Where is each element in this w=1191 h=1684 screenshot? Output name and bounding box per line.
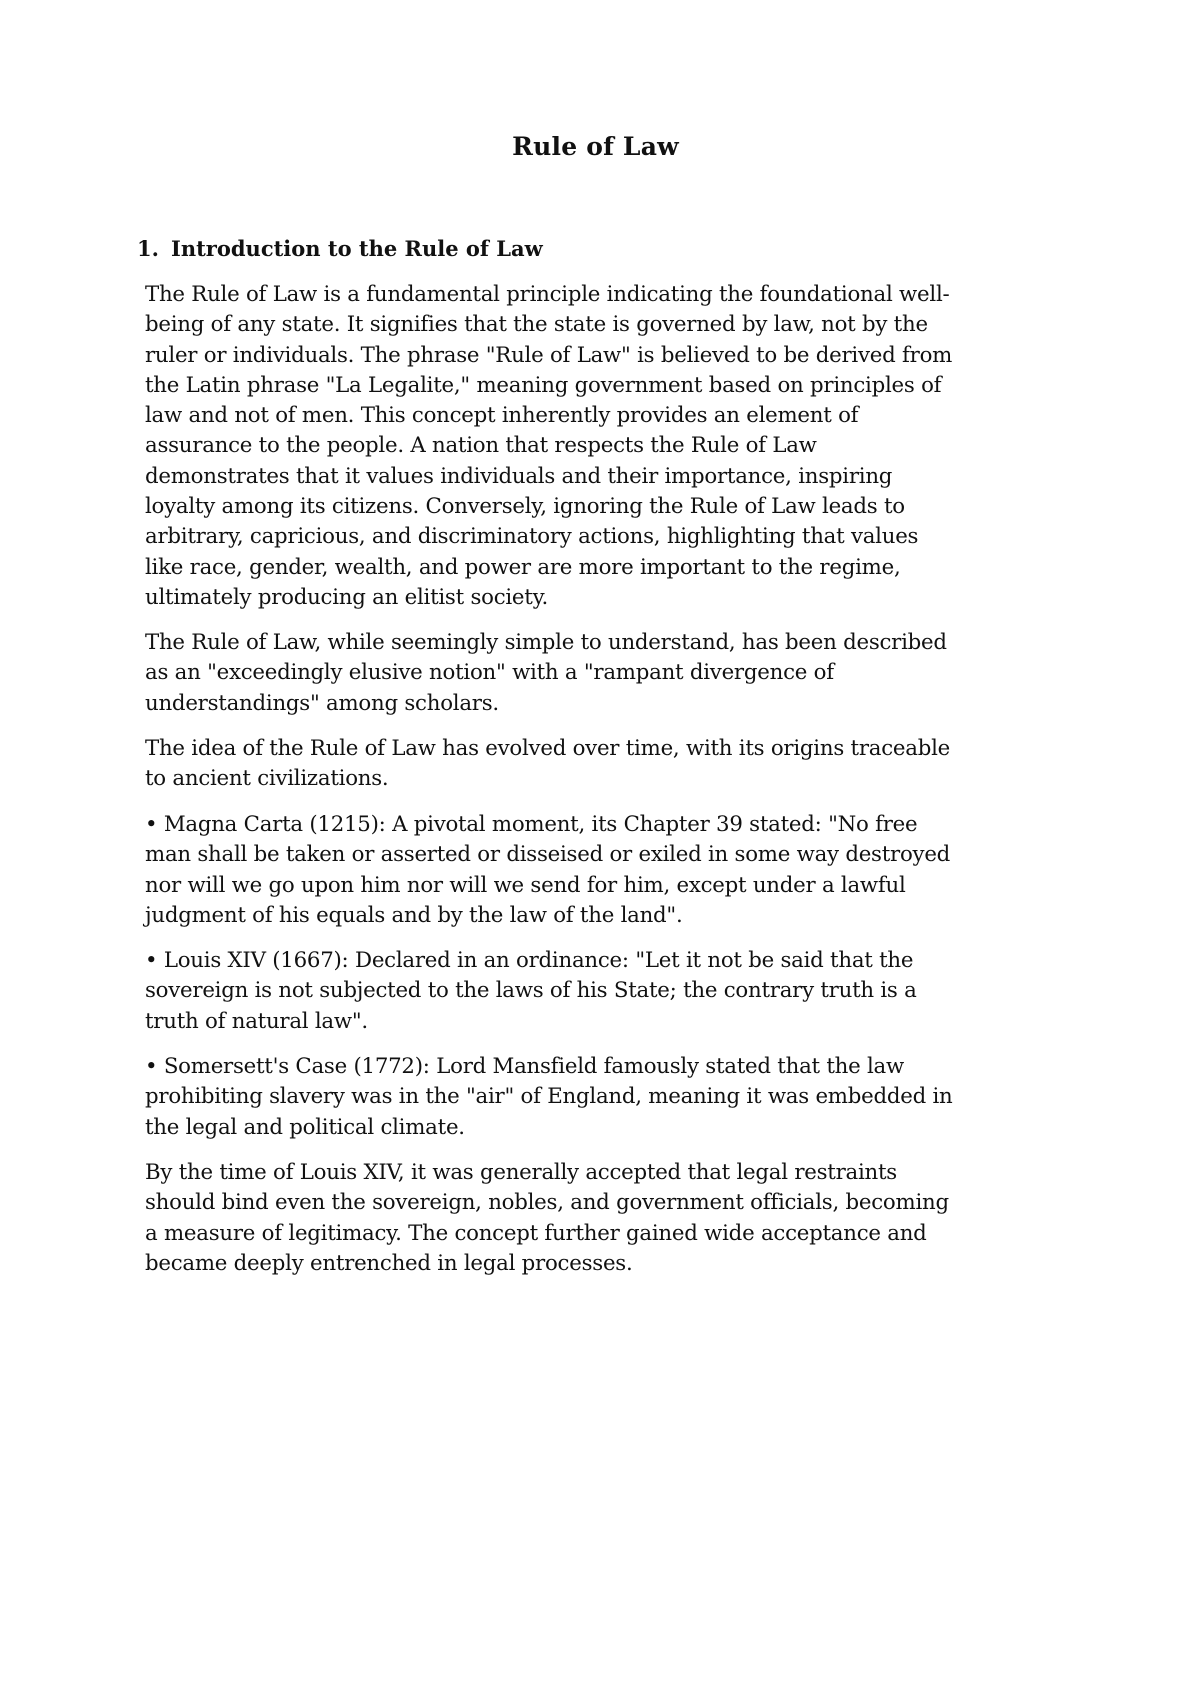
text-line: being of any state. It signifies that the state is governed by law, not by the (145, 312, 928, 338)
text-line: arbitrary, capricious, and discriminatory actions, highlighting that values (145, 524, 919, 550)
bullet-louis-xiv (145, 946, 1045, 1037)
text-line: nor will we go upon him nor will we send for him, except under a lawful (145, 872, 906, 898)
text-line: By the time of Louis XIV, it was generally accepted that legal restraints (145, 1160, 897, 1185)
bullet-magna-carta (145, 810, 1045, 931)
text-line: ultimately producing an elitist society. (145, 584, 549, 610)
section-heading-text: Introduction to the Rule of Law (171, 236, 543, 261)
text-line: demonstrates that it values individuals and their importance, inspiring (145, 463, 893, 489)
text-line: to ancient civilizations. (145, 766, 389, 792)
text-line: prohibiting slavery was in the "air" of England, meaning it was embedded in (145, 1084, 953, 1110)
section-heading (137, 236, 543, 261)
text-line: • Louis XIV (1667): Declared in an ordinance: "Let it not be said that the (145, 948, 914, 973)
text-line: truth of natural law". (145, 1008, 368, 1034)
text-line: law and not of men. This concept inherently provides an element of (145, 403, 859, 429)
text-line: the legal and political climate. (145, 1114, 465, 1140)
paragraph-legitimacy (145, 1158, 1045, 1279)
paragraph-elusive-notion (145, 628, 1045, 719)
text-line: should bind even the sovereign, nobles, and government officials, becoming (145, 1190, 949, 1216)
text-line: sovereign is not subjected to the laws of his State; the contrary truth is a (145, 978, 917, 1004)
paragraph-intro (145, 280, 1045, 613)
text-line: • Magna Carta (1215): A pivotal moment, its Chapter 39 stated: "No free (145, 812, 918, 837)
text-line: judgment of his equals and by the law of the land". (145, 902, 683, 928)
text-line: a measure of legitimacy. The concept further gained wide acceptance and (145, 1220, 927, 1246)
text-line: man shall be taken or asserted or disseised or exiled in some way destroyed (145, 842, 951, 868)
text-line: The idea of the Rule of Law has evolved over time, with its origins traceable (145, 736, 950, 761)
text-line: as an "exceedingly elusive notion" with a "rampant divergence of (145, 660, 834, 686)
text-line: understandings" among scholars. (145, 690, 499, 716)
text-line: • Somersett's Case (1772): Lord Mansfield famously stated that the law (145, 1054, 904, 1079)
text-line: ruler or individuals. The phrase "Rule of Law" is believed to be derived from (145, 342, 953, 368)
paragraph-evolution (145, 734, 1045, 795)
text-line: assurance to the people. A nation that respects the Rule of Law (145, 433, 817, 459)
text-line: The Rule of Law, while seemingly simple to understand, has been described (145, 630, 947, 655)
text-line: like race, gender, wealth, and power are more important to the regime, (145, 554, 901, 580)
text-line: became deeply entrenched in legal processes. (145, 1250, 633, 1276)
document-title: Rule of Law (512, 132, 679, 161)
section-number: 1. (137, 236, 159, 261)
bullet-somersett-case (145, 1052, 1045, 1143)
text-line: loyalty among its citizens. Conversely, ignoring the Rule of Law leads to (145, 494, 905, 520)
text-line: the Latin phrase "La Legalite," meaning government based on principles of (145, 372, 942, 398)
text-line: The Rule of Law is a fundamental principle indicating the foundational well- (145, 282, 950, 307)
